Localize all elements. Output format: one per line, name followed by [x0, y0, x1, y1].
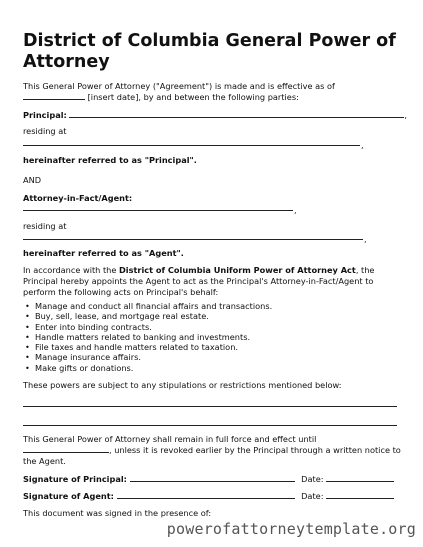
residing-at-1: residing at — [23, 126, 67, 136]
principal-name-blank[interactable] — [69, 110, 404, 118]
agent-reference: hereinafter referred to as "Agent". — [23, 248, 184, 258]
intro-line-2-text: [insert date], by and between the following parties: — [87, 92, 299, 102]
powers-list — [23, 301, 272, 373]
effect-line-2: , unless it is revoked earlier by the Principal through a written notice to — [23, 445, 408, 456]
document-title: District of Columbia General Power of Attorney — [23, 31, 396, 72]
restrictions-blank-2[interactable] — [23, 425, 397, 426]
principal-date-blank[interactable] — [326, 474, 394, 482]
agent-address-blank[interactable] — [23, 239, 363, 240]
intro-line-2 — [23, 92, 408, 103]
restrictions-text: These powers are subject to any stipulations or restrictions mentioned below: — [23, 380, 342, 390]
document-page: District of Columbia General Power of Attorney This General Power of Attorney ("Agreement") is made and is effective as of [insert date], by and between the following parties: Principal: , residing at , hereinafter referred to as "Principal". AND Attorney-in-Fact/Agent: , residing at , hereinafter referred to as "Agent". In accordance with the District of Columbia Uniform Power of Attorney Act, the Principal hereby appoints the Agent to act as the Principal's Attorney-in-Fact/Agent to perform the following acts on Principal's behalf: • Manage and conduct all financial affairs and transactions. • Buy, sell, lease, and mortgage real estate. • Enter into binding contracts. • Handle matters related to banking and investments. • File taxes and handle matters related to taxation. • Manage insurance affairs. • Make gifts or donations. These powers are subject to any stipulations or restrictions mentioned below: This General Power of Attorney shall remain in full force and effect until , unless it is revoked earlier by the Principal through a written notice to the Agent. Signature of Principal: Date: Signature of Agent: Date: This document was signed in the presence of: powerofattorneytemplate.org — [0, 0, 423, 547]
principal-reference: hereinafter referred to as "Principal". — [23, 155, 197, 165]
residing-at-2: residing at — [23, 221, 67, 231]
and-text: AND — [23, 175, 42, 185]
agent-label: Attorney-in-Fact/Agent: — [23, 193, 133, 203]
restrictions-blank-1[interactable] — [23, 406, 397, 407]
list-item: • Make gifts or donations. — [35, 363, 272, 373]
principal-row: Principal: , — [23, 110, 408, 120]
principal-signature-row — [23, 474, 408, 485]
agent-signature-row — [23, 491, 408, 502]
effect-line-3: the Agent. — [23, 456, 66, 466]
agent-name-blank[interactable] — [23, 210, 293, 211]
principal-date-label: Date: — [301, 474, 324, 484]
agent-signature-blank[interactable] — [117, 491, 295, 499]
effect-line-1: This General Power of Attorney shall remain in full force and effect until — [23, 434, 317, 444]
principal-label: Principal: — [23, 110, 67, 120]
intro-line-1: This General Power of Attorney ("Agreement") is made and is effective as of — [23, 81, 335, 91]
agent-date-blank[interactable] — [326, 491, 394, 499]
list-item: • Buy, sell, lease, and mortgage real estate. — [35, 311, 272, 321]
list-item: • Manage and conduct all financial affairs and transactions. — [35, 301, 272, 311]
end-date-blank[interactable] — [23, 445, 109, 453]
list-item: • Handle matters related to banking and investments. — [35, 332, 272, 342]
agent-date-label: Date: — [301, 491, 324, 501]
principal-address-blank[interactable] — [23, 145, 360, 146]
list-item: • Enter into binding contracts. — [35, 322, 272, 332]
watermark-url: powerofattorneytemplate.org — [166, 520, 416, 538]
principal-signature-blank[interactable] — [130, 474, 295, 482]
list-item: • File taxes and handle matters related to taxation. — [35, 342, 272, 352]
act-paragraph: In accordance with the District of Columbia Uniform Power of Attorney Act, the Principal hereby appoints the Agent to act as the Principal's Attorney-in-Fact/Agent to perform the following acts on Principal's behalf: — [23, 265, 375, 297]
principal-signature-label: Signature of Principal: — [23, 474, 127, 484]
agent-signature-label: Signature of Agent: — [23, 491, 114, 501]
list-item: • Manage insurance affairs. — [35, 352, 272, 362]
act-name: District of Columbia Uniform Power of Attorney Act — [119, 265, 356, 275]
presence-text: This document was signed in the presence of: — [23, 508, 212, 518]
date-blank[interactable] — [23, 92, 85, 100]
